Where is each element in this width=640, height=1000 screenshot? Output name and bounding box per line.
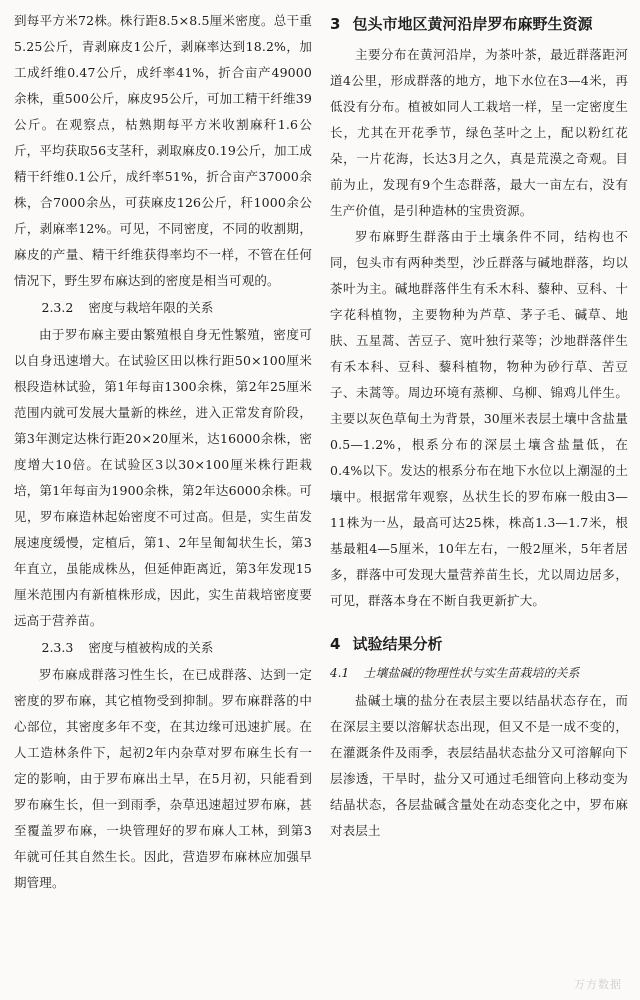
subsection-heading-2-3-2 [14,294,312,322]
subsection-heading-2-3-3 [14,634,312,662]
section-title: 包头市地区黄河沿岸罗布麻野生资源 [352,15,593,33]
paragraph-density-vegetation: 罗布麻成群落习性生长，在已成群落、达到一定密度的罗布麻，其它植物受到抑制。罗布麻群落的中心部位，其密度多年不变，在其边缘可迅速扩展。在人工造林条件下，起初2年内杂草对罗布麻生长有一定的影响，由于罗布麻出土早，在5月初，只能看到罗布麻生长，但一到雨季，杂草迅速超过罗布麻，甚至覆盖罗布麻，一块管理好的罗布麻人工林，到第3年就可任其自然生长。因此，营造罗布麻林应加强早期管理。 [14,667,312,890]
section-number: 4 [330,635,341,653]
left-column [14,8,312,896]
right-column [330,8,628,844]
paragraph-community-structure: 罗布麻野生群落由于土壤条件不同，结构也不同，包头市有两种类型，沙丘群落与碱地群落，均以茶叶为主。碱地群落伴生有禾木科、藜种、豆科、十字花科植物，主要物种为芦草、茅子毛、碱草、地肤、五星蒿、苦豆子、宽叶独行菜等；沙地群落伴生有禾本科、豆科、藜科植物，物种为砂行草、苦豆子、未蒿等。周边环境有蒸柳、乌柳、锦鸡儿伴生。主要以灰色草甸土为背景，30厘米表层土壤中含盐量0.5—1.2%，根系分布的深层土壤含盐量低，在0.4%以下。发达的根系分布在地下水位以上潮湿的土壤中。根据常年观察，丛状生长的罗布麻一般由3—11株为一丛，最高可达25株，株高1.3—1.7米，根基最粗4—5厘米，10年左右，一般2厘米，5年者居多，群落中可发现大量营养苗生长，尤以周边居多，可见，群落本身在不断自我更新扩大。 [330,229,629,608]
subsection-number: 2.3.2 [41,300,74,315]
section-number: 3 [330,15,341,33]
subsection-title: 土壤盐碱的物理性状与实生苗栽培的关系 [363,666,580,680]
subsection-number: 2.3.3 [41,640,74,655]
watermark: 万方数据 [574,978,622,991]
subsection-title: 密度与植被构成的关系 [88,640,214,655]
paragraph-soil-salinity: 盐碱土壤的盐分在表层主要以结晶状态存在，而在深层主要以溶解状态出现，但又不是一成不变的，在灌溉条件及雨季，表层结晶状态盐分又可溶解向下层渗透，干旱时，盐分又可通过毛细管向上移动变为结晶状态，各层盐碱含量处在动态变化之中，罗布麻对表层土 [330,693,628,838]
section-title: 试验结果分析 [352,635,443,653]
subsection-title: 密度与栽培年限的关系 [88,300,214,315]
section-heading-3 [330,12,628,36]
section-heading-4 [330,632,628,656]
paragraph-density-years: 由于罗布麻主要由繁殖根自身无性繁殖，密度可以自身迅速增大。在试验区田以株行距50×100厘米根段造林试验，第1年每亩1300余株，第2年25厘米范围内就可发展大量新的株丝，进入正常发育阶段，第3年测定达株行距20×20厘米，达16000余株，密度增大10倍。在试验区3以30×100厘米株行距栽培，第1年每亩为1900余株，第2年达6000余株。可见，罗布麻造林起始密度不可过高。但是，实生苗发展速度缓慢，定植后，第1、2年呈匍匐状生长，第3年直立，虽能成株丛，但延伸距离近，第3年发现15厘米范围内有新植株形成，因此，实生苗栽培密度要远高于营养苗。 [14,327,312,628]
paragraph-density-yield: 到每平方米72株。株行距8.5×8.5厘米密度。总干重5.25公斤，青剥麻皮1公斤，剥麻率达到18.2%，加工成纤维0.47公斤，成纤率41%，折合亩产49000余株，重500公斤，麻皮95公斤，可加工精干纤维39公斤。在观察点，枯熟期每平方米收割麻秆1.6公斤，平均获取56支茎秆，剥取麻皮0.19公斤，加工成精干纤维0.1公斤，成纤率51%，折合亩产37000余株，合7000余丛，可获麻皮126公斤，秆1000余公斤，剥麻率12%。可见，不同密度，不同的收割期，麻皮的产量、精干纤维获得率均不一样，不管在任何情况下，野生罗布麻达到的密度是相当可观的。 [14,13,312,288]
subsection-heading-4-1 [330,662,628,684]
paragraph-distribution: 主要分布在黄河沿岸，为茶叶茶，最近群落距河道4公里，形成群落的地方，地下水位在3—4米，再低没有分布。植被如同人工栽培一样，呈一定密度生长，尤其在开花季节，绿色茎叶之上，配以粉红花朵，一片花海，长达3月之久，真是荒漠之奇观。目前为止，发现有9个生态群落，最大一亩左右，没有生产价值，是引种造林的宝贵资源。 [330,47,628,218]
subsection-number: 4.1 [330,666,350,680]
